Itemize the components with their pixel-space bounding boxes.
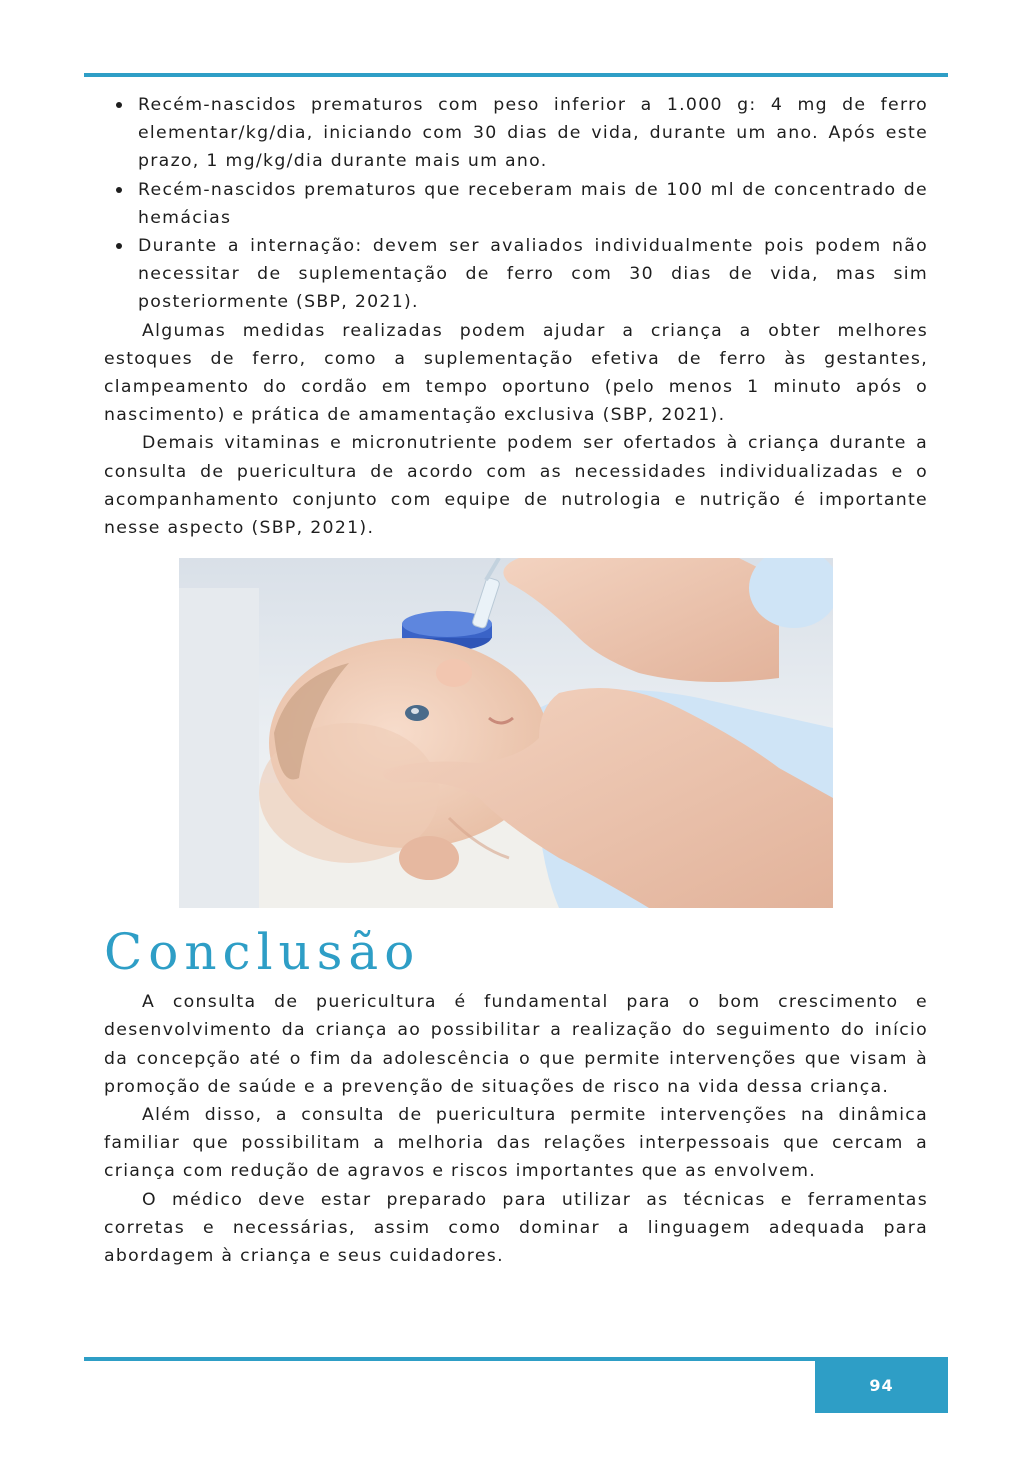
paragraph: Algumas medidas realizadas podem ajudar a criança a obter melhores estoques de ferro, como a suplementação efetiva de ferro às gestantes, clampeamento do cordão em tempo oportuno (pelo menos 1 minuto após o nascimento) e prática de amamentação exclusiva (SBP, 2021). bbox=[104, 320, 928, 426]
bullet-list bbox=[104, 91, 928, 317]
paragraph: Demais vitaminas e micronutriente podem ser ofertados à criança durante a consulta de puericultura de acordo com as necessidades individualizadas e o acompanhamento conjunto com equipe de nutrologia e nutrição é importante nesse aspecto (SBP, 2021). bbox=[104, 433, 928, 539]
bullet-item: Recém-nascidos prematuros que receberam mais de 100 ml de concentrado de hemácias bbox=[104, 176, 928, 232]
paragraph: Além disso, a consulta de puericultura permite intervenções na dinâmica familiar que possibilitam a melhoria das relações interpessoais que cercam a criança com redução de agravos e riscos importantes que as envolvem. bbox=[104, 1105, 928, 1182]
bullet-item: Recém-nascidos prematuros com peso inferior a 1.000 g: 4 mg de ferro elementar/kg/dia, iniciando com 30 dias de vida, durante um ano. Após este prazo, 1 mg/kg/dia durante mais um ano. bbox=[104, 91, 928, 176]
page-number: 94 bbox=[815, 1357, 948, 1413]
bullet-item: Durante a internação: devem ser avaliados individualmente pois podem não necessitar de suplementação de ferro com 30 dias de vida, mas sim posteriormente (SBP, 2021). bbox=[104, 232, 928, 317]
page-content bbox=[104, 91, 928, 1270]
paragraph: O médico deve estar preparado para utilizar as técnicas e ferramentas corretas e necessárias, assim como dominar a linguagem adequada para abordagem à criança e seus cuidadores. bbox=[104, 1189, 928, 1267]
paragraph: A consulta de puericultura é fundamental para o bom crescimento e desenvolvimento da criança ao possibilitar a realização do seguimento do início da concepção até o fim da adolescência o que permite intervenções que visam à promoção de saúde e a prevenção de situações de risco na vida dessa criança. bbox=[104, 992, 928, 1097]
section-title: Conclusão bbox=[104, 923, 421, 982]
baby-drops-photo bbox=[179, 558, 833, 908]
photo-illustration bbox=[179, 558, 833, 908]
top-rule bbox=[84, 73, 948, 77]
